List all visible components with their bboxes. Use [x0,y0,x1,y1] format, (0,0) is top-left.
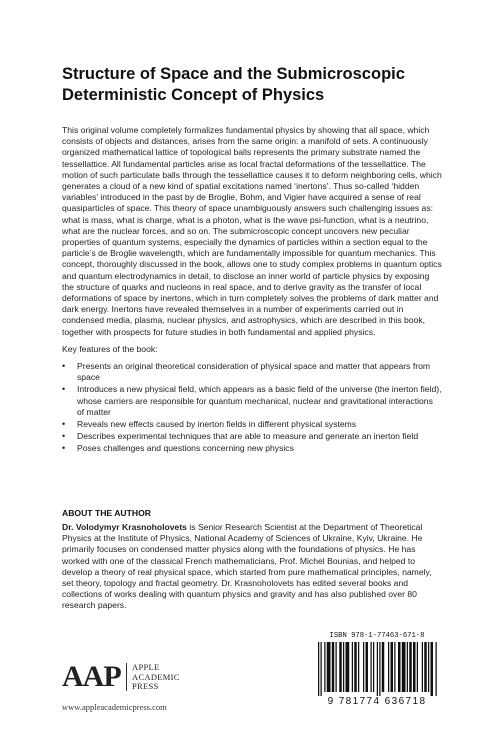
barcode-bar [436,642,437,696]
barcode-bar [332,642,335,692]
isbn-barcode [312,632,442,708]
barcode-bar [371,642,372,692]
barcode-bar [424,642,427,692]
publisher-name-line: ACADEMIC [132,671,180,682]
feature-item: • Poses challenges and questions concerning new physics [62,443,442,454]
barcode-bar [417,642,418,692]
feature-item: • Introduces a new physical field, which appears as a basic field of the universe (the inerton field), whose carriers are responsible for quantum mechanical, nuclear and gravitational interactions of matter [62,384,442,418]
barcode-bar [366,642,369,692]
barcode-bar [354,642,357,692]
barcode-bar [318,642,319,696]
barcode-bar [391,642,394,692]
barcode-bar [352,642,353,692]
barcode-bar [321,642,322,696]
barcode-bar [422,642,423,692]
publisher-website: www.appleacademicpress.com [62,702,167,712]
features-list [62,361,442,455]
barcode-bar [363,642,364,692]
publisher-name [132,663,180,692]
feature-item: • Reveals new effects caused by inerton fields in different physical systems [62,419,442,430]
barcode-bar [388,642,389,692]
barcode-bar [346,642,350,692]
publisher-logo-mark: AAP [62,660,121,693]
about-author-heading: ABOUT THE AUTHOR [62,508,151,518]
barcode-bar [327,642,331,692]
features-intro: Key features of the book: [62,343,158,354]
book-description-block [62,125,442,456]
publisher-name-line: PRESS [132,681,159,691]
barcode-bar [336,642,337,692]
barcode-bar [379,642,380,696]
barcode-bar [394,642,395,692]
barcode-bar [343,642,344,692]
author-name: Dr. Volodymyr Krasnoholovets [62,522,187,532]
barcode-bar [428,642,429,692]
barcode-bar [398,642,401,692]
book-description: This original volume completely formalizes fundamental physics by showing that all space, which consists of objects and distances, arises from the same origin: a manifold of sets. A continuously organized mathematical lattice of topological balls represents the primary substrate named the tessellattice. All fundamental particles arise as local fractal deformations of the tessellattice. The motion of such particulate balls through the tessellattice causes it to deform neighboring cells, which generates a cloud of a new kind of spatial excitations named ‘inertons’. Thus so-called ‘hidden variables’ introduced in the past by de Broglie, Bohm, and Vigier have acquired a sense of real quasiparticles of space. This theory of space unambiguously answers such challenging issues as: what is mass, what is charge, what is a photon, what is the wave psi-function, what is a neutrino, what are the nuclear forces, and so on. The submicroscopic concept uncovers new peculiar properties of quantum systems, especially the dynamics of particles within a section equal to the particle’s de Broglie wavelength, which are fundamentally impossible for quantum mechanics. This concept, thoroughly discussed in the book, allows one to study complex problems in quantum optics and quantum electrodynamics in detail, to disclose an inner world of particle physics by exposing the structure of quarks and nucleons in real space, and to derive gravity as the transfer of local deformations of space by inertons, which in turn completely solves the problems of dark matter and dark energy. Inertons have revealed themselves in a number of experiments carried out in condensed media, plasma, nuclear physics, and astrophysics, which are described in this book, together with prospects for future studies in both fundamental and applied physics. [62,125,442,337]
isbn-label: ISBN 978-1-77463-671-8 [329,632,425,640]
barcode-bar [373,642,374,692]
barcode-bar [358,642,359,692]
barcode-bar [407,642,408,692]
author-bio: is Senior Research Scientist at the Department of Theoretical Physics at the Institute of Physics, National Academy of Sciences of Ukraine, Kyiv, Ukraine. He primarily focuses on condensed matter physics along with the foundations of physics. He has worked with one of the classical French mathematicians, Prof. Michel Bounias, and helped to develop a theory of real physical space, which started from pure mathematical principles, namely, set theory, topology and fractal geometry. Dr. Krasnoholovets has edited several books and collections of works dealing with quantum physics and gravity and has also published over 80 research papers. [62,522,432,611]
barcode-bar [431,642,434,696]
barcode-bar [324,642,325,692]
barcode-bar [402,642,406,692]
publisher-logo [62,660,202,696]
about-author-text [62,522,442,612]
barcode-bar [413,642,416,692]
publisher-name-line: APPLE [132,662,160,672]
barcode-bar [339,642,342,692]
barcode-bar [382,642,385,692]
feature-item: • Presents an original theoretical consideration of physical space and matter that appears from space [62,361,442,383]
feature-item: • Describes experimental techniques that are able to measure and generate an inerton field [62,431,442,442]
logo-divider [126,663,127,691]
barcode-number: 9 781774 636718 [327,696,427,707]
barcode-image [312,642,442,696]
barcode-bar [409,642,412,692]
barcode-bar [377,642,378,696]
book-title: Structure of Space and the Submicroscopic Deterministic Concept of Physics [62,65,405,104]
